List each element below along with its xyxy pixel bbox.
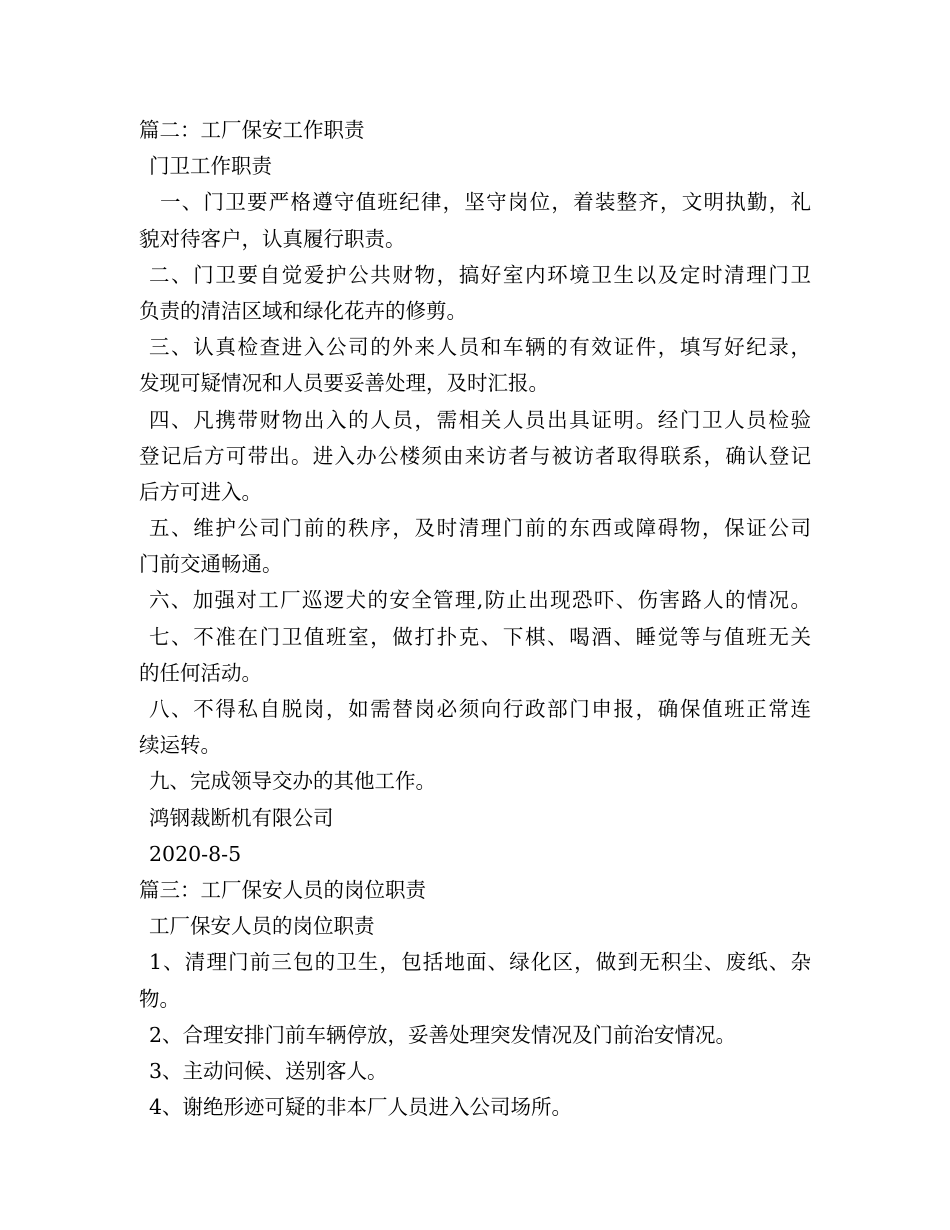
paragraph-line: 九、完成领导交办的其他工作。 [149, 769, 436, 794]
section2-subheading: 门卫工作职责 [149, 154, 272, 179]
paragraph-line: 续运转。 [139, 733, 221, 758]
paragraph-line: 貌对待客户，认真履行职责。 [139, 226, 406, 251]
paragraph-line: 门前交通畅通。 [139, 552, 283, 577]
paragraph-line: 二、门卫要自觉爱护公共财物，搞好室内环境卫生以及定时清理门卫 [149, 262, 811, 287]
company-name: 鸿钢裁断机有限公司 [149, 805, 334, 830]
paragraph-line: 三、认真检查进入公司的外来人员和车辆的有效证件，填写好纪录， [149, 335, 811, 360]
document-date: 2020-8-5 [149, 841, 242, 866]
section2-heading: 篇二：工厂保安工作职责 [139, 118, 365, 142]
paragraph-line: 四、凡携带财物出入的人员，需相关人员出具证明。经门卫人员检验 [149, 407, 811, 432]
section3-subheading: 工厂保安人员的岗位职责 [149, 914, 375, 939]
paragraph-line: 1、清理门前三包的卫生，包括地面、绿化区，做到无积尘、废纸、杂 [149, 950, 811, 975]
section3-heading: 篇三：工厂保安人员的岗位职责 [139, 877, 426, 902]
paragraph-line: 物。 [139, 986, 180, 1011]
paragraph-line: 六、加强对工厂巡逻犬的安全管理,防止出现恐吓、伤害路人的情况。 [149, 588, 811, 613]
paragraph-line: 八、不得私自脱岗，如需替岗必须向行政部门申报，确保值班正常连 [149, 697, 811, 721]
paragraph-line: 七、不准在门卫值班室，做打扑克、下棋、喝酒、睡觉等与值班无关 [149, 624, 811, 649]
paragraph-line: 发现可疑情况和人员要妥善处理，及时汇报。 [139, 371, 549, 396]
paragraph-line: 登记后方可带出。进入办公楼须由来访者与被访者取得联系，确认登记 [139, 443, 811, 468]
paragraph-line: 2、合理安排门前车辆停放，妥善处理突发情况及门前治安情况。 [149, 1022, 737, 1047]
paragraph-line: 4、谢绝形迹可疑的非本厂人员进入公司场所。 [149, 1095, 573, 1120]
paragraph-line: 负责的清洁区域和绿化花卉的修剪。 [139, 298, 467, 323]
paragraph-line: 五、维护公司门前的秩序，及时清理门前的东西或障碍物，保证公司 [149, 516, 811, 541]
paragraph-line: 3、主动问候、送别客人。 [149, 1058, 388, 1083]
paragraph-line: 后方可进入。 [139, 479, 262, 504]
paragraph-line: 一、门卫要严格遵守值班纪律，坚守岗位，着装整齐，文明执勤，礼 [160, 190, 811, 215]
document-page [139, 112, 811, 1125]
paragraph-line: 的任何活动。 [139, 660, 262, 685]
